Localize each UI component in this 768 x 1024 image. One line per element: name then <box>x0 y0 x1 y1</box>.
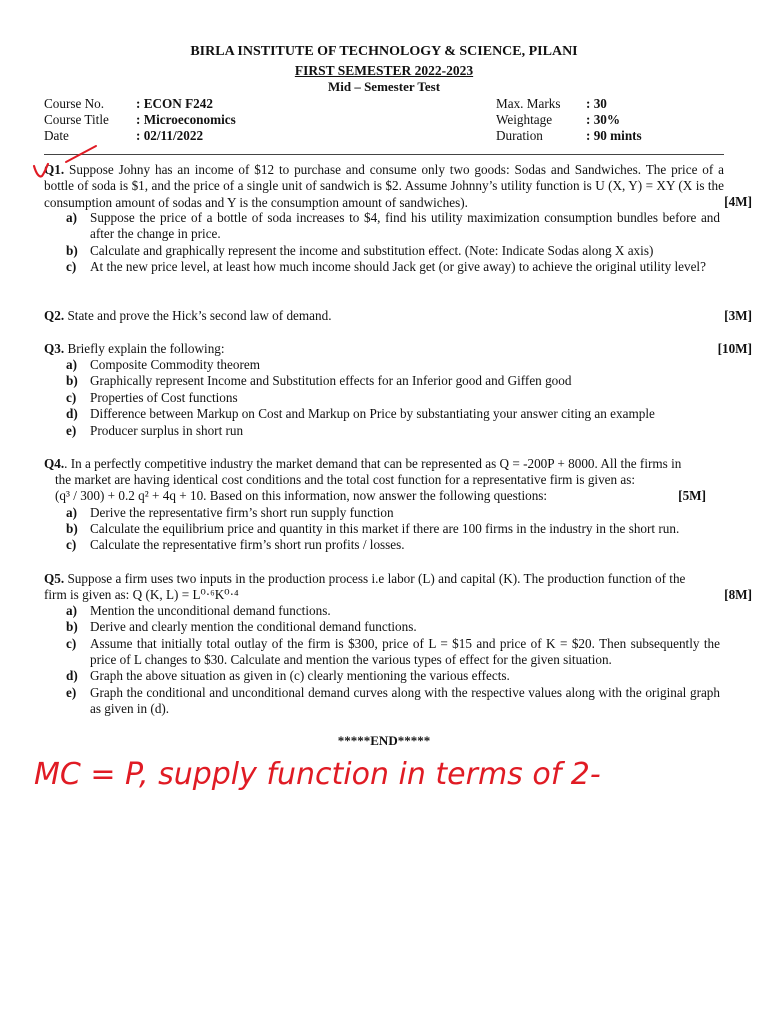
question-5-marks: [8M] <box>724 587 752 602</box>
question-1-marks: [4M] <box>724 194 752 209</box>
course-title-value: : Microeconomics <box>136 112 236 127</box>
question-2-marks: [3M] <box>724 308 752 323</box>
question-3-item-d: d) Difference between Markup on Cost and Markup on Price by substantiating your answer citing an example <box>66 406 655 421</box>
question-1-text: Suppose Johny has an income of $12 to purchase and consume only two goods: Sodas and Sandwiches. The price of a bottle of soda is $1, and the price of a single unit of sandwich is $2. Assume Johnny’s utility function is U (X, Y) = XY (X is the consumption amount of sodas and Y is the consumption amount of sandwiches). <box>44 162 725 210</box>
max-marks-label: Max. Marks <box>496 96 561 111</box>
question-4-item-c: c) Calculate the representative firm’s short run profits / losses. <box>66 537 405 552</box>
question-5-item-e: e) Graph the conditional and unconditional demand curves along with the respective values along with the original graph as given in (d). <box>66 685 720 717</box>
question-5-item-d: d) Graph the above situation as given in (c) clearly mentioning the various effects. <box>66 668 510 683</box>
date-label: Date <box>44 128 69 143</box>
question-3-item-b: b) Graphically represent Income and Substitution effects for an Inferior good and Giffen good <box>66 373 572 388</box>
question-5-line2: firm is given as: Q (K, L) = L⁰·⁶K⁰·⁴ <box>44 587 239 602</box>
question-5-number: Q5. <box>44 571 65 586</box>
question-3 <box>44 341 724 357</box>
question-4-line2: the market are having identical cost conditions and the total cost function for a representative firm is given as: <box>55 472 636 487</box>
question-4 <box>44 456 724 472</box>
question-3-text: Briefly explain the following: <box>67 341 225 356</box>
course-no-value: : ECON F242 <box>136 96 213 111</box>
question-5 <box>44 571 724 587</box>
question-1-item-b: b) Calculate and graphically represent the income and substitution effect. (Note: Indicate Sodas along X axis) <box>66 243 654 258</box>
duration-value: : 90 mints <box>586 128 642 143</box>
handwritten-note-text: MC = P, supply function in terms of 2- <box>34 757 601 792</box>
question-2-number: Q2. <box>44 308 65 323</box>
question-3-item-a: a) Composite Commodity theorem <box>66 357 260 372</box>
course-no-label: Course No. <box>44 96 105 111</box>
question-5-text-line1: Suppose a firm uses two inputs in the production process i.e labor (L) and capital (K). The production function of the <box>67 571 686 586</box>
question-3-marks: [10M] <box>717 341 752 356</box>
max-marks-value: : 30 <box>586 96 607 111</box>
question-4-text-line1: . In a perfectly competitive industry the market demand that can be represented as Q = -200P + 8000. All the firms in <box>64 456 682 471</box>
question-5-item-c: c) Assume that initially total outlay of the firm is $300, price of L = $15 and price of K = $20. Then subsequently the price of L changes to $30. Calculate and mention the various types of effect for the given situation. <box>66 636 720 668</box>
checkmark-annotation-icon <box>30 140 100 182</box>
question-2-text: State and prove the Hick’s second law of demand. <box>67 308 332 323</box>
end-marker: *****END***** <box>337 733 431 748</box>
question-1-item-a: a) Suppose the price of a bottle of soda increases to $4, find his utility maximization consumption bundles before and after the change in price. <box>66 210 720 242</box>
semester-title: FIRST SEMESTER 2022-2023 <box>294 63 474 78</box>
course-title-label: Course Title <box>44 112 109 127</box>
institute-title: BIRLA INSTITUTE OF TECHNOLOGY & SCIENCE, PILANI <box>190 44 578 59</box>
weightage-label: Weightage <box>496 112 553 127</box>
question-1-number: Q1. <box>44 162 65 177</box>
question-4-item-a: a) Derive the representative firm’s short run supply function <box>66 505 394 520</box>
question-3-item-e: e) Producer surplus in short run <box>66 423 244 438</box>
question-4-marks: [5M] <box>678 488 706 503</box>
handwritten-note <box>30 742 601 802</box>
question-4-line3: (q³ / 300) + 0.2 q² + 4q + 10. Based on this information, now answer the following questions: <box>55 488 548 503</box>
question-2 <box>44 308 724 324</box>
exam-title: Mid – Semester Test <box>327 79 441 94</box>
question-5-item-a: a) Mention the unconditional demand functions. <box>66 603 331 618</box>
question-3-number: Q3. <box>44 341 65 356</box>
date-value: : 02/11/2022 <box>136 128 204 143</box>
question-5-item-b: b) Derive and clearly mention the conditional demand functions. <box>66 619 417 634</box>
question-4-number: Q4. <box>44 456 65 471</box>
question-4-item-b: b) Calculate the equilibrium price and quantity in this market if there are 100 firms in the industry in the short run. <box>66 521 680 536</box>
weightage-value: : 30% <box>586 112 621 127</box>
question-3-item-c: c) Properties of Cost functions <box>66 390 238 405</box>
question-1-item-c: c) At the new price level, at least how much income should Jack get (or give away) to achieve the original utility level? <box>66 259 706 274</box>
question-1 <box>44 162 724 211</box>
duration-label: Duration <box>496 128 543 143</box>
header-divider <box>44 154 724 155</box>
